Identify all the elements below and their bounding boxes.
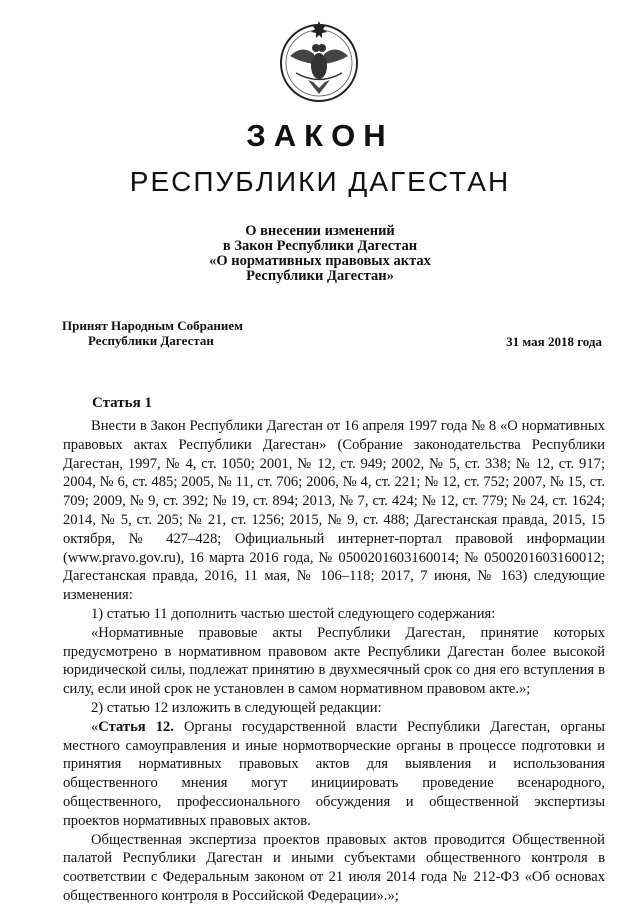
document-body [63, 417, 605, 906]
coat-of-arms-emblem [278, 18, 360, 104]
adopted-line: Республики Дагестан [88, 333, 214, 348]
heading-line: «О нормативных правовых актах [209, 253, 431, 269]
paragraph: Внести в Закон Республики Дагестан от 16 апреля 1997 года № 8 «О нормативных правовых актах Республики Дагестан» (Собрание законодательства Республики Дагестан, 1997, № 4, ст. 1050; 2001, № 12, ст. 949; 2002, № 5, ст. 338; № 12, ст. 917; 2004, № 6, ст. 485; 2005, № 11, ст. 706; 2006, № 4, ст. 221; № 12, ст. 752; 2007, № 15, ст. 709; 2009, № 9, ст. 392; № 19, ст. 894; 2013, № 7, ст. 424; № 12, ст. 779; № 24, ст. 1624; 2014, № 5, ст. 205; № 21, ст. 1256; 2015, № 9, ст. 488; Дагестанская правда, 2015, 15 октября, № 427–428; Официальный интернет-портал правовой информации (www.pravo.gov.ru), 16 марта 2016 года, № 0500201603160014; № 0500201603160012; Дагестанская правда, 2016, 11 мая, № 106–118; 2017, 7 июня, № 163) следующие изменения: [63, 418, 605, 604]
adopted-by-block [62, 318, 243, 348]
paragraph-text: Органы государственной власти Республики Дагестан, органы местного самоуправления и иные нормотворческие органы в процессе подготовки и принятия нормативных правовых актов для выявления и использования общественного мнения могут инициировать проведение всенародного, общественного, профессионального обсуждения и общественной экспертизы проектов нормативных правовых актов. [63, 718, 605, 829]
adopted-line: Принят Народным Собранием [62, 318, 244, 333]
quote-mark: « [91, 718, 99, 735]
paragraph: «Нормативные правовые акты Республики Дагестан, принятие которых предусмотрено в нормативном правовом акте Республики Дагестан более высокой юридической силы, подлежат принятию в двухмесячный срок со дня его вступления в силу, если иной срок не установлен в самом нормативном правовом акте.»; [63, 624, 605, 698]
paragraph [63, 718, 605, 831]
paragraph: 1) статью 11 дополнить частью шестой следующего содержания: [91, 605, 496, 622]
law-heading [0, 224, 640, 284]
paragraph: 2) статью 12 изложить в следующей редакции: [91, 699, 382, 716]
law-subtitle: РЕСПУБЛИКИ ДАГЕСТАН [129, 166, 511, 197]
adoption-date: 31 мая 2018 года [506, 334, 602, 349]
law-title: ЗАКОН [246, 118, 394, 153]
heading-line: в Закон Республики Дагестан [222, 238, 418, 254]
article-12-label: Статья 12. [98, 718, 174, 735]
heading-line: Республики Дагестан» [246, 268, 394, 284]
article-title: Статья 1 [92, 395, 152, 411]
paragraph: Общественная экспертиза проектов правовых актов проводится Общественной палатой Республики Дагестан и иными субъектами общественного контроля в соответствии с Федеральным законом от 21 июля 2014 года № 212-ФЗ «Об основах общественного контроля в Российской Федерации».»; [63, 831, 605, 904]
heading-line: О внесении изменений [245, 223, 395, 239]
